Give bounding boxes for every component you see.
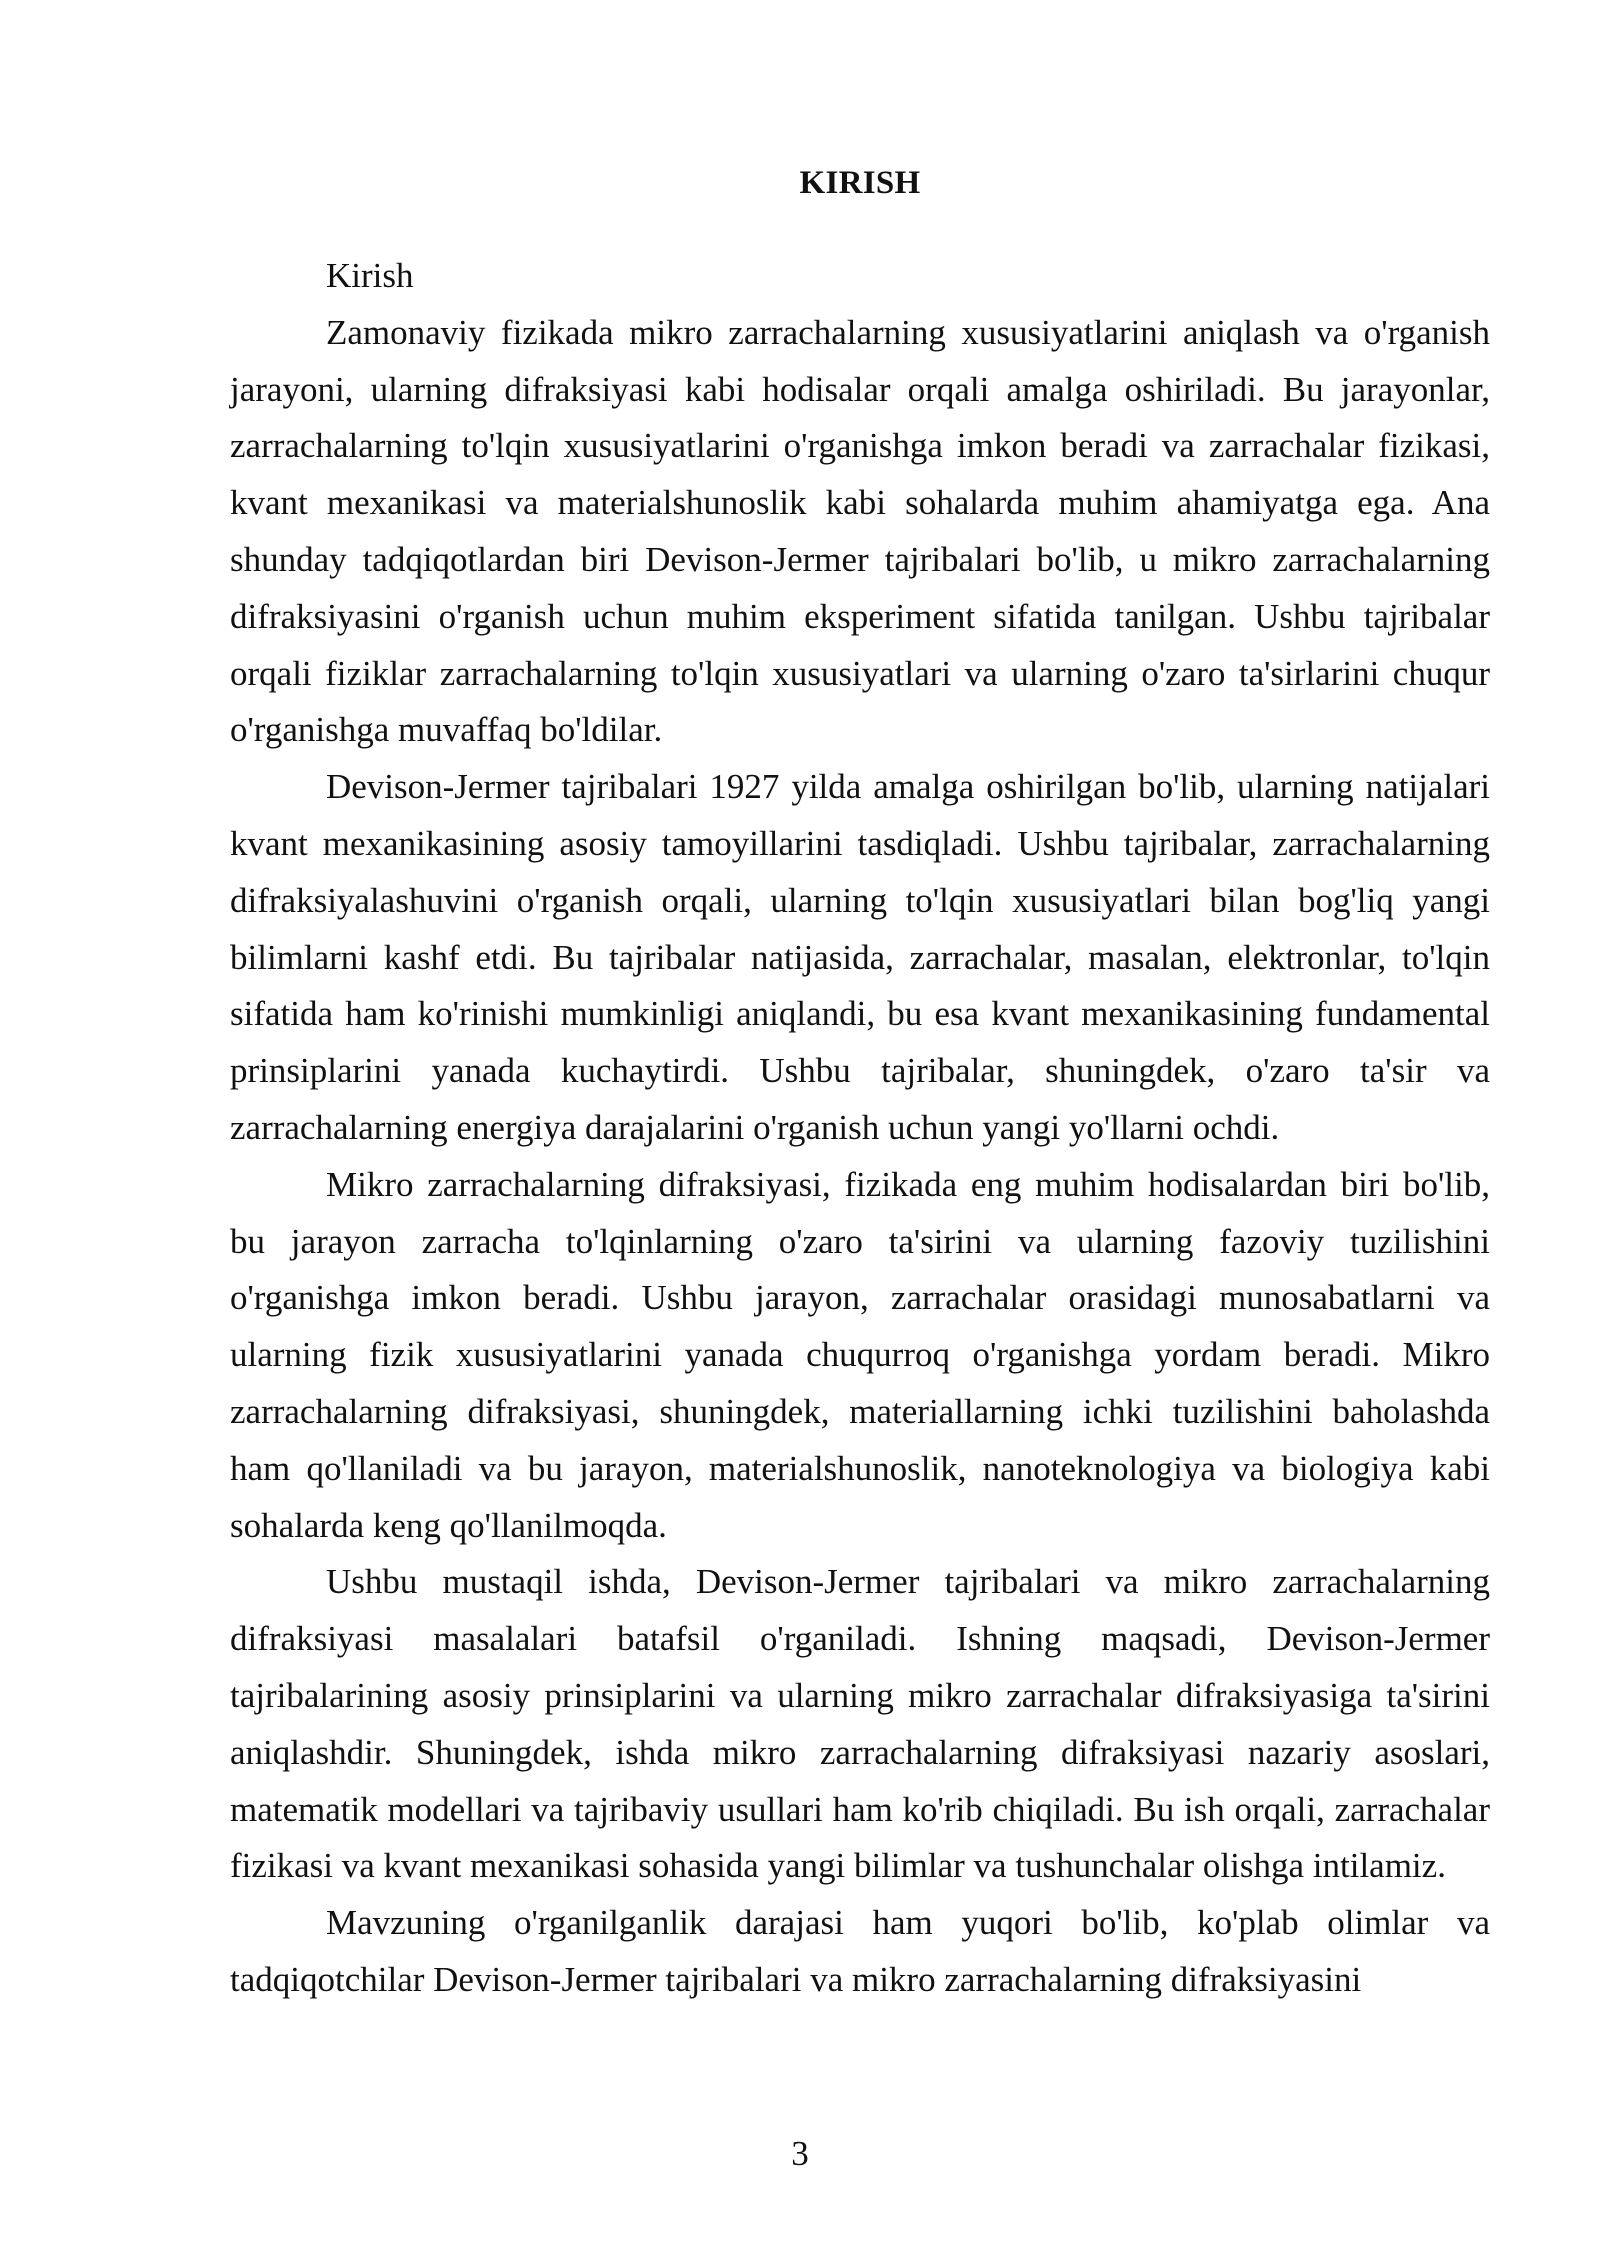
paragraph: Zamonaviy fizikada mikro zarrachalarning xususiyatlarini aniqlash va o'rganish jarayoni, ularning difraksiyasi kabi hodisalar orqali amalga oshiriladi. Bu jarayonlar, zarrachalarning to'lqin xususiyatlarini o'rganishga imkon beradi va zarrachalar fizikasi, kvant mexanikasi va materialshunoslik kabi sohalarda muhim ahamiyatga ega. Ana shunday tadqiqotlardan biri Devison-Jermer tajribalari bo'lib, u mikro zarrachalarning difraksiyasini o'rganish uchun muhim eksperiment sifatida tanilgan. Ushbu tajribalar orqali fiziklar zarrachalarning to'lqin xususiyatlari va ularning o'zaro ta'sirlarini chuqur o'rganishga muvaffaq bo'ldilar.	[230, 312, 1490, 750]
page-content	[230, 160, 1490, 2009]
paragraph: Ushbu mustaqil ishda, Devison-Jermer tajribalari va mikro zarrachalarning difraksiyasi masalalari batafsil o'rganiladi. Ishning maqsadi, Devison-Jermer tajribalarining asosiy prinsiplarini va ularning mikro zarrachalar difraksiyasiga ta'sirini aniqlashdir. Shuningdek, ishda mikro zarrachalarning difraksiyasi nazariy asoslari, matematik modellari va tajribaviy usullari ham ko'rib chiqiladi. Bu ish orqali, zarrachalar fizikasi va kvant mexanikasi sohasida yangi bilimlar va tushunchalar olishga intilamiz.	[230, 1562, 1490, 1886]
paragraph: Mikro zarrachalarning difraksiyasi, fizikada eng muhim hodisalardan biri bo'lib, bu jarayon zarracha to'lqinlarning o'zaro ta'sirini va ularning fazoviy tuzilishini o'rganishga imkon beradi. Ushbu jarayon, zarrachalar orasidagi munosabatlarni va ularning fizik xususiyatlarini yanada chuqurroq o'rganishga yordam beradi. Mikro zarrachalarning difraksiyasi, shuningdek, materiallarning ichki tuzilishini baholashda ham qo'llaniladi va bu jarayon, materialshunoslik, nanoteknologiya va biologiya kabi sohalarda keng qo'llanilmoqda.	[230, 1164, 1490, 1545]
page-number: 3	[791, 2134, 809, 2173]
paragraph: Mavzuning o'rganilganlik darajasi ham yuqori bo'lib, ko'plab olimlar va tadqiqotchilar Devison-Jermer tajribalari va mikro zarrachalarning difraksiyasini	[230, 1903, 1490, 1999]
paragraph: Devison-Jermer tajribalari 1927 yilda amalga oshirilgan bo'lib, ularning natijalari kvant mexanikasining asosiy tamoyillarini tasdiqladi. Ushbu tajribalar, zarrachalarning difraksiyalashuvini o'rganish orqali, ularning to'lqin xususiyatlari bilan bog'liq yangi bilimlarni kashf etdi. Bu tajribalar natijasida, zarrachalar, masalan, elektronlar, to'lqin sifatida ham ko'rinishi mumkinligi aniqlandi, bu esa kvant mexanikasining fundamental prinsiplarini yanada kuchaytirdi. Ushbu tajribalar, shuningdek, o'zaro ta'sir va zarrachalarning energiya darajalarini o'rganish uchun yangi yo'llarni ochdi.	[230, 767, 1490, 1147]
section-title: KIRISH	[799, 165, 921, 201]
paragraph-subheading: Kirish	[326, 256, 414, 295]
